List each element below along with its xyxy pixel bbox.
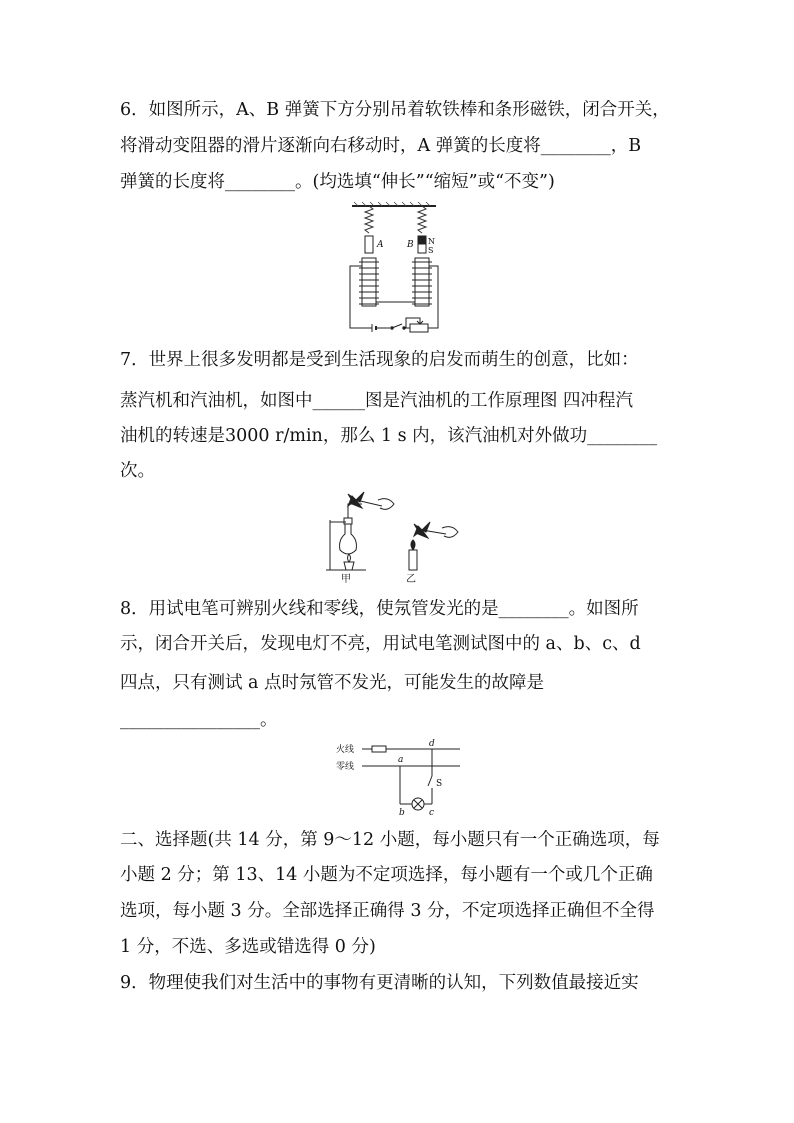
q7-line-3: 油机的转速是3000 r/min，那么 1 s 内，该汽油机对外做功________: [120, 426, 658, 446]
q9-line-1: 9．物理使我们对生活中的事物有更清晰的认知，下列数值最接近实: [120, 973, 639, 993]
section2-line-2: 小题 2 分；第 13、14 小题为不定项选择，每小题有一个或几个正确: [120, 865, 653, 885]
fig8-label-fire: 火线: [336, 745, 355, 755]
fig7-label-jia: 甲: [341, 574, 351, 585]
fig6-label-b: B: [407, 240, 414, 250]
fig6-label-s: S: [428, 246, 434, 255]
q8-line-4: ________________。: [120, 710, 278, 730]
fig8-label-zero: 零线: [336, 762, 355, 772]
fig8-label-s: S: [436, 779, 443, 789]
section2-line-1: 二、选择题(共 14 分，第 9～12 小题，每小题只有一个正确选项，每: [120, 830, 660, 850]
q7-line-1: 7．世界上很多发明都是受到生活现象的启发而萌生的创意，比如：: [120, 350, 639, 370]
fig8-label-d: d: [429, 739, 435, 749]
q6-line-3: 弹簧的长度将________。(均选填“伸长”“缩短”或“不变”): [120, 172, 555, 192]
q7-line-4: 次。: [120, 461, 155, 481]
q8-line-2: 示，闭合开关后，发现电灯不亮，用试电笔测试图中的 a、b、c、d: [120, 634, 641, 654]
section2-line-3: 选项，每小题 3 分。全部选择正确得 3 分，不定项选择正确但不全得: [120, 901, 655, 921]
fig8-label-b: b: [399, 808, 405, 818]
fig6-label-a: A: [377, 240, 384, 250]
fig7-label-yi: 乙: [406, 574, 416, 585]
spring-electromagnet-figure: [340, 200, 450, 335]
fig8-label-a: a: [398, 755, 404, 765]
q8-line-3: 四点，只有测试 a 点时氖管不发光，可能发生的故障是: [120, 673, 545, 693]
fig8-label-c: c: [429, 808, 435, 818]
q7-line-2: 蒸汽机和汽油机，如图中______图是汽油机的工作原理图 四冲程汽: [120, 391, 634, 411]
q8-line-1: 8．用试电笔可辨别火线和零线，使氖管发光的是________。如图所: [120, 599, 639, 619]
q6-line-2: 将滑动变阻器的滑片逐渐向右移动时，A 弹簧的长度将________，B: [120, 136, 642, 156]
fig6-label-n: N: [428, 237, 435, 246]
q6-line-1: 6．如图所示，A、B 弹簧下方分别吊着软铁棒和条形磁铁，闭合开关，: [120, 100, 670, 120]
engine-principle-figure: [326, 490, 476, 585]
section2-line-4: 1 分，不选、多选或错选得 0 分): [120, 937, 376, 957]
household-circuit-figure: [336, 738, 466, 818]
